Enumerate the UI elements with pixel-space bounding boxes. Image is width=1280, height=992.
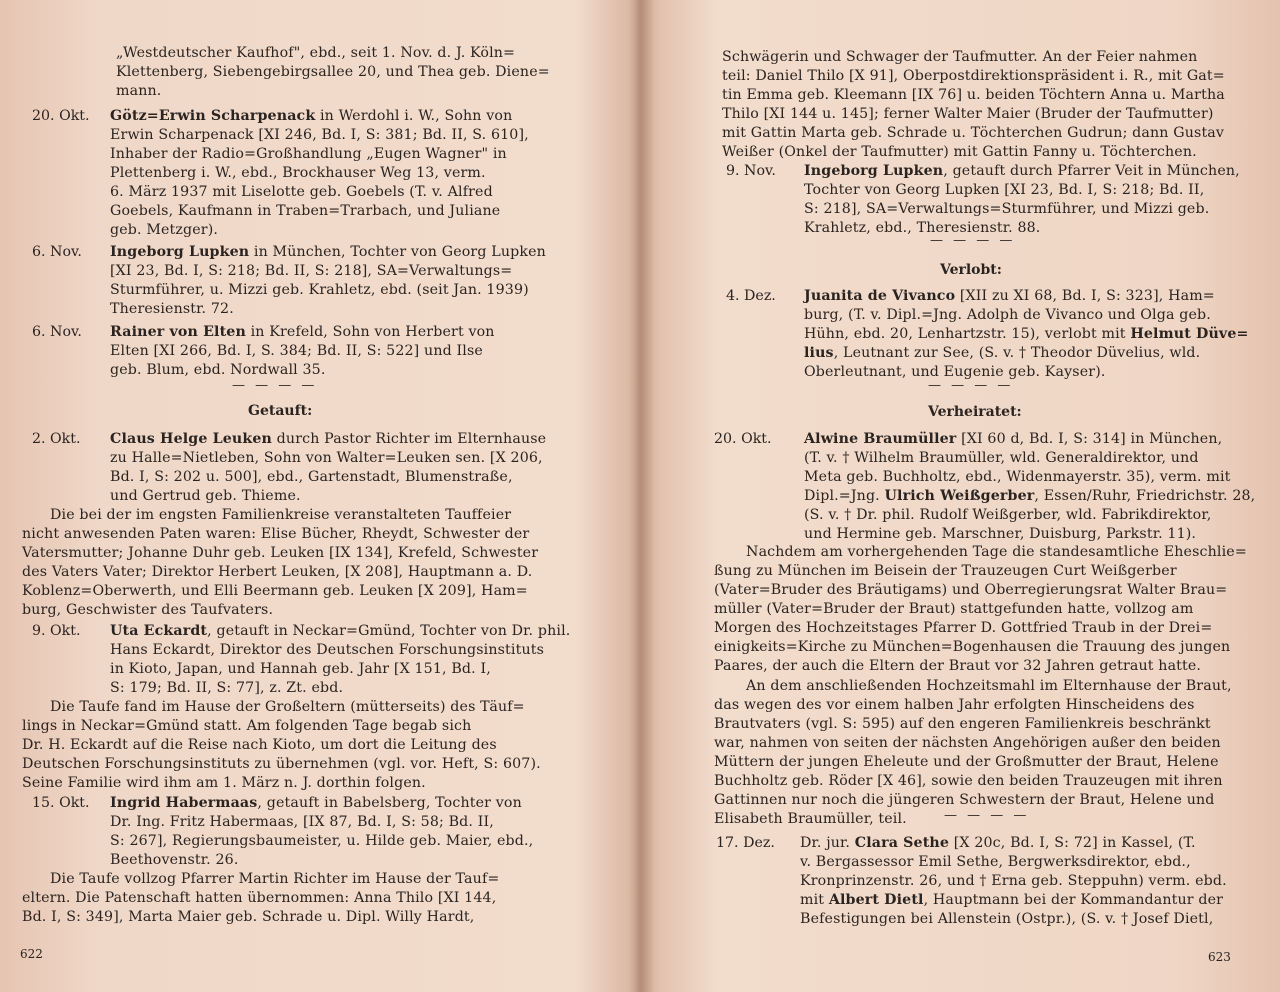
entry-line: Ingeborg Lupken, getauft durch Pfarrer Veit in München, [804,163,1240,179]
paragraph-line: nicht anwesenden Paten waren: Elise Bücher, Rheydt, Schwester der [22,526,530,542]
entry-line: zu Halle=Nietleben, Sohn von Walter=Leuken sen. [X 206, [110,450,543,466]
entry-line: Befestigungen bei Allenstein (Ostpr.), (S. v. † Josef Dietl, [800,911,1214,927]
entry-date: 20. Okt. [32,108,90,124]
separator: — — — — [944,808,1030,823]
paragraph-line: Morgen des Hochzeitstages Pfarrer D. Gottfried Traub in der Drei= [714,620,1213,636]
entry-line: Alwine Braumüller [XI 60 d, Bd. I, S: 314] in München, [804,431,1223,447]
entry-date: 9. Nov. [726,163,776,179]
entry-line: Sturmführer, u. Mizzi geb. Krahletz, ebd. (seit Jan. 1939) [110,282,529,298]
paragraph-line: burg, Geschwister des Taufvaters. [22,602,274,618]
entry-line: Dr. jur. Clara Sethe [X 20c, Bd. I, S: 72] in Kassel, (T. [800,835,1196,851]
section-heading: Getauft: [248,403,313,419]
entry-date: 4. Dez. [726,288,776,304]
paragraph-line: Die Taufe fand im Hause der Großeltern (mütterseits) des Täuf= [50,699,525,715]
paragraph-line: Gattinnen nur noch die jüngeren Schwestern der Braut, Helene und [714,792,1215,808]
entry-line: lius, Leutnant zur See, (S. v. † Theodor Düvelius, wld. [804,345,1201,361]
entry-line: mit Albert Dietl, Hauptmann bei der Kommandantur der [800,892,1224,908]
entry-line: und Gertrud geb. Thieme. [110,488,301,504]
entry-date: 15. Okt. [32,795,90,811]
left-page [0,0,632,992]
entry-line: geb. Metzger). [110,222,219,238]
paragraph-line: Die Taufe vollzog Pfarrer Martin Richter im Hause der Tauf= [50,871,500,887]
entry-line: Ingrid Habermaas, getauft in Babelsberg, Tochter von [110,795,522,811]
entry-line: Juanita de Vivanco [XII zu XI 68, Bd. I, S: 323], Ham= [804,288,1215,304]
text-line: Thilo [XI 144 u. 145]; ferner Walter Maier (Bruder der Taufmutter) [722,106,1214,122]
text-line: mit Gattin Marta geb. Schrade u. Töchterchen Gudrun; dann Gustav [722,125,1225,141]
entry-line: Oberleutnant, und Eugenie geb. Kayser). [804,364,1106,380]
entry-line: (T. v. † Wilhelm Braumüller, wld. Generaldirektor, und [804,450,1199,466]
paragraph-line: lings in Neckar=Gmünd statt. Am folgenden Tage begab sich [22,718,472,734]
entry-date: 6. Nov. [32,244,82,260]
paragraph-line: Müttern der jungen Eheleute und der Großmutter der Braut, Helene [714,754,1219,770]
paragraph-line: einigkeits=Kirche zu München=Bogenhausen die Trauung des jungen [714,639,1231,655]
entry-date: 6. Nov. [32,324,82,340]
entry-line: [XI 23, Bd. I, S: 218; Bd. II, S: 218], SA=Verwaltungs= [110,263,513,279]
right-page [648,0,1280,992]
entry-line: Elten [XI 266, Bd. I, S. 384; Bd. II, S: 522] und Ilse [110,343,483,359]
paragraph-line: Vatersmutter; Johanne Duhr geb. Leuken [IX 134], Krefeld, Schwester [22,545,539,561]
paragraph-line: Seine Familie wird ihm am 1. März n. J. dorthin folgen. [22,775,426,791]
entry-line: v. Bergassessor Emil Sethe, Bergwerksdirektor, ebd., [800,854,1191,870]
entry-line: Beethovenstr. 26. [110,852,239,868]
entry-date: 2. Okt. [32,431,81,447]
entry-line: Plettenberg i. W., ebd., Brockhauser Weg 13, verm. [110,165,486,181]
entry-line: (S. v. † Dr. phil. Rudolf Weißgerber, wld. Fabrikdirektor, [804,507,1212,523]
entry-line: S: 218], SA=Verwaltungs=Sturmführer, und Mizzi geb. [804,201,1210,217]
paragraph-line: des Vaters Vater; Direktor Herbert Leuken, [X 208], Hauptmann a. D. [22,564,533,580]
paragraph-line: Koblenz=Oberwerth, und Elli Beermann geb. Leuken [X 209], Ham= [22,583,528,599]
entry-date: 17. Dez. [716,835,775,851]
entry-line: S: 179; Bd. II, S: 77], z. Zt. ebd. [110,680,344,696]
paragraph-line: ßung zu München im Beisein der Trauzeugen Curt Weißgerber [714,563,1177,579]
text-line: mann. [116,83,162,99]
separator: — — — — [928,378,1014,393]
entry-line: Erwin Scharpenack [XI 246, Bd. I, S: 381; Bd. II, S. 610], [110,127,529,143]
entry-line: Tochter von Georg Lupken [XI 23, Bd. I, S: 218; Bd. II, [804,182,1205,198]
entry-line: Krahletz, ebd., Theresienstr. 88. [804,220,1041,236]
entry-line: Dr. Ing. Fritz Habermaas, [IX 87, Bd. I, S: 58; Bd. II, [110,814,494,830]
entry-line: Bd. I, S: 202 u. 500], ebd., Gartenstadt, Blumenstraße, [110,469,513,485]
entry-line: Ingeborg Lupken in München, Tochter von Georg Lupken [110,244,546,260]
separator: — — — — [930,233,1016,248]
paragraph-line: Nachdem am vorhergehenden Tage die standesamtliche Eheschlie= [746,544,1247,560]
entry-line: Theresienstr. 72. [110,301,234,317]
section-heading: Verheiratet: [928,404,1022,420]
entry-line: Goebels, Kaufmann in Traben=Trarbach, und Juliane [110,203,501,219]
paragraph-line: (Vater=Bruder des Bräutigams) und Oberregierungsrat Walter Brau= [714,582,1228,598]
paragraph-line: war, nahmen von seiten der nächsten Angehörigen außer den beiden [714,735,1221,751]
paragraph-line: Dr. H. Eckardt auf die Reise nach Kioto, um dort die Leitung des [22,737,497,753]
entry-line: S: 267], Regierungsbaumeister, u. Hilde geb. Maier, ebd., [110,833,534,849]
text-line: „Westdeutscher Kaufhof", ebd., seit 1. Nov. d. J. Köln= [116,45,516,61]
paragraph-line: An dem anschließenden Hochzeitsmahl im Elternhause der Braut, [746,678,1232,694]
entry-line: Dipl.=Jng. Ulrich Weißgerber, Essen/Ruhr, Friedrichstr. 28, [804,488,1256,504]
paragraph-line: Buchholtz geb. Röder [X 46], sowie den beiden Trauzeugen mit ihren [714,773,1223,789]
entry-line: Meta geb. Buchholtz, ebd., Widenmayerstr. 35), verm. mit [804,469,1231,485]
entry-line: 6. März 1937 mit Liselotte geb. Goebels (T. v. Alfred [110,184,493,200]
section-heading: Verlobt: [940,262,1002,278]
paragraph-line: Bd. I, S: 349], Marta Maier geb. Schrade u. Dipl. Willy Hardt, [22,909,475,925]
text-line: Weißer (Onkel der Taufmutter) mit Gattin Fanny u. Töchterchen. [722,144,1197,160]
paragraph-line: eltern. Die Patenschaft hatten übernommen: Anna Thilo [XI 144, [22,890,497,906]
page-number: 623 [1208,950,1231,964]
text-line: tin Emma geb. Kleemann [IX 76] u. beiden Töchtern Anna u. Martha [722,87,1225,103]
text-line: Schwägerin und Schwager der Taufmutter. An der Feier nahmen [722,49,1198,65]
entry-line: geb. Blum, ebd. Nordwall 35. [110,362,326,378]
paragraph-line: Elisabeth Braumüller, teil. [714,811,907,827]
paragraph-line: Brautvaters (vgl. S: 595) auf den engeren Familienkreis beschränkt [714,716,1211,732]
page-number: 622 [20,947,43,961]
text-line: Klettenberg, Siebengebirgsallee 20, und Thea geb. Diene= [116,64,550,80]
entry-line: Kronprinzenstr. 26, und † Erna geb. Steppuhn) verm. ebd. [800,873,1227,889]
entry-line: Rainer von Elten in Krefeld, Sohn von Herbert von [110,324,495,340]
entry-line: Uta Eckardt, getauft in Neckar=Gmünd, Tochter von Dr. phil. [110,623,571,639]
entry-date: 9. Okt. [32,623,81,639]
paragraph-line: das wegen des vor einem halben Jahr erfolgten Hinscheidens des [714,697,1195,713]
entry-line: und Hermine geb. Marschner, Duisburg, Parkstr. 11). [804,526,1197,542]
separator: — — — — [232,378,318,393]
entry-line: Hühn, ebd. 20, Lenhartzstr. 15), verlobt mit Helmut Düve= [804,326,1249,342]
entry-line: Götz=Erwin Scharpenack in Werdohl i. W., Sohn von [110,108,513,124]
text-line: teil: Daniel Thilo [X 91], Oberpostdirektionspräsident i. R., mit Gat= [722,68,1225,84]
entry-line: Hans Eckardt, Direktor des Deutschen Forschungsinstituts [110,642,545,658]
entry-line: Inhaber der Radio=Großhandlung „Eugen Wagner" in [110,146,507,162]
entry-line: in Kioto, Japan, und Hannah geb. Jahr [X 151, Bd. I, [110,661,491,677]
entry-date: 20. Okt. [714,431,772,447]
entry-line: burg, (T. v. Dipl.=Jng. Adolph de Vivanco und Olga geb. [804,307,1211,323]
entry-line: Claus Helge Leuken durch Pastor Richter im Elternhause [110,431,547,447]
paragraph-line: Deutschen Forschungsinstituts zu übernehmen (vgl. vor. Heft, S: 607). [22,756,541,772]
paragraph-line: müller (Vater=Bruder der Braut) stattgefunden hatte, vollzog am [714,601,1194,617]
paragraph-line: Die bei der im engsten Familienkreise veranstalteten Tauffeier [50,507,512,523]
paragraph-line: Paares, der auch die Eltern der Braut vor 32 Jahren getraut hatte. [714,658,1202,674]
